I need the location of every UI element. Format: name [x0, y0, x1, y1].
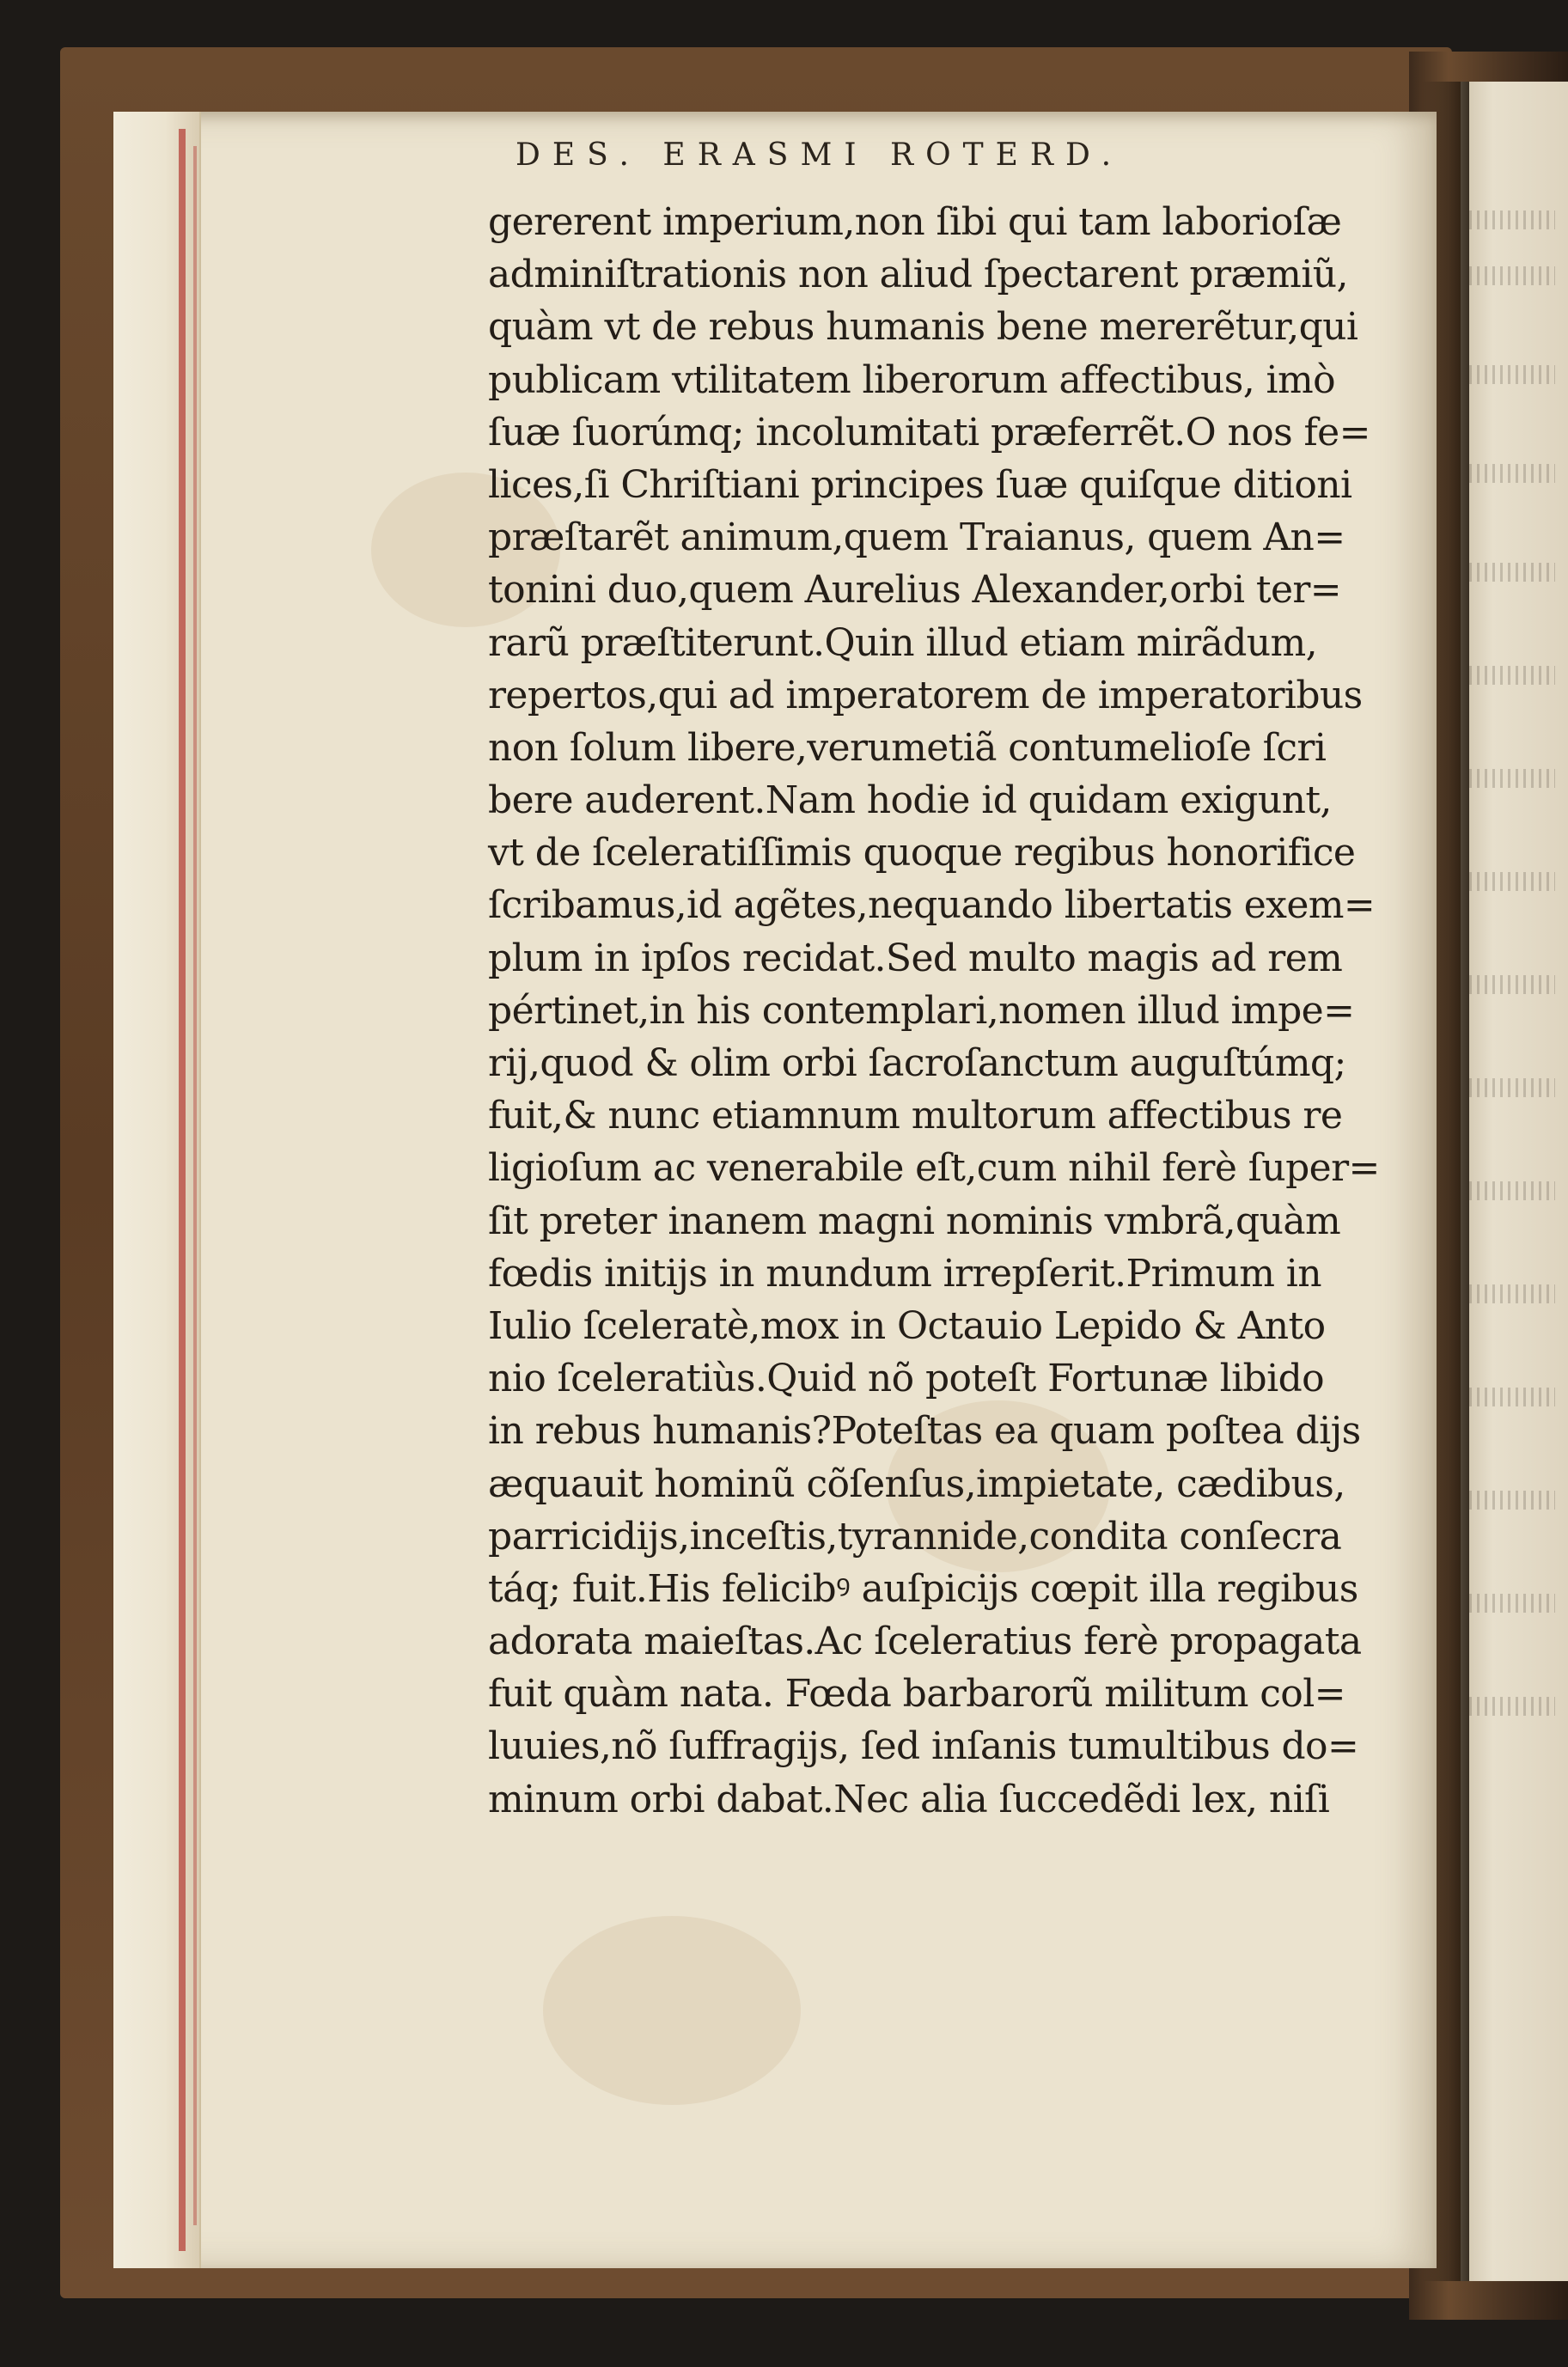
show-through-text — [1469, 872, 1555, 891]
running-head: DES. ERASMI ROTERD. — [516, 137, 1124, 173]
text-line: parricidijs,inceſtis,tyrannide,condita conſecra — [488, 1514, 1342, 1559]
text-line: nio ſceleratiùs.Quid nõ poteſt Fortunæ libido — [488, 1357, 1325, 1401]
text-line: quàm vt de rebus humanis bene mererẽtur,qui — [488, 305, 1358, 350]
text-line: rij,quod & olim orbi ſacroſanctum auguſtúmq; — [488, 1041, 1346, 1085]
text-line: tonini duo,quem Aurelius Alexander,orbi ter= — [488, 568, 1342, 613]
text-line: ſuæ ſuorúmq; incolumitati præferrẽt.O nos fe= — [488, 410, 1370, 454]
text-line: æquauit hominũ cõſenſus,impietate, cædibus, — [488, 1461, 1345, 1506]
text-line: luuies,nõ ſuffragijs, ſed inſanis tumultibus do= — [488, 1724, 1359, 1769]
show-through-text — [1469, 464, 1555, 483]
text-line: Iulio ſceleratè,mox in Octauio Lepido & Anto — [488, 1303, 1326, 1348]
show-through-text — [1469, 1388, 1555, 1406]
text-line: publicam vtilitatem liberorum affectibus, imò — [488, 357, 1336, 402]
text-block — [488, 196, 1425, 1826]
paper-stain — [543, 1916, 801, 2105]
show-through-text — [1469, 1284, 1555, 1303]
text-line: rarũ præſtiterunt.Quin illud etiam mirãdum, — [488, 620, 1318, 665]
text-line: lices,ſi Chriſtiani principes ſuæ quiſque ditioni — [488, 462, 1352, 507]
text-line: non ſolum libere,verumetiã contumelioſe ſcri — [488, 725, 1327, 770]
text-line: vt de ſceleratiſſimis quoque regibus honorifice — [488, 831, 1356, 875]
facing-page-edge — [1461, 82, 1568, 2281]
text-line: minum orbi dabat.Nec alia ſuccedẽdi lex, niſi — [488, 1777, 1330, 1821]
text-line: præſtarẽt animum,quem Traianus, quem An= — [488, 515, 1345, 560]
text-line: plum in ipſos recidat.Sed multo magis ad rem — [488, 936, 1343, 980]
show-through-text — [1469, 1697, 1555, 1716]
show-through-text — [1469, 1594, 1555, 1613]
show-through-text — [1469, 1181, 1555, 1200]
paper-edge-strip — [113, 112, 201, 2268]
text-line: fœdis initijs in mundum irrepſerit.Primum in — [488, 1251, 1321, 1296]
show-through-text — [1469, 365, 1555, 384]
text-line: ſcribamus,id agẽtes,nequando libertatis exem= — [488, 883, 1376, 928]
text-line: in rebus humanis?Poteſtas ea quam poſtea dijs — [488, 1409, 1361, 1454]
text-line: táq; fuit.His felicibꝰ auſpicijs cœpit illa regibus — [488, 1566, 1358, 1611]
text-line: repertos,qui ad imperatorem de imperatoribus — [488, 673, 1363, 717]
show-through-text — [1469, 1078, 1555, 1097]
text-line: bere auderent.Nam hodie id quidam exigunt, — [488, 778, 1332, 823]
text-line: adminiſtrationis non aliud ſpectarent præmiũ, — [488, 253, 1348, 297]
show-through-text — [1469, 769, 1555, 788]
show-through-text — [1469, 563, 1555, 582]
show-through-text — [1469, 666, 1555, 685]
red-edge-line — [193, 146, 197, 2225]
show-through-text — [1469, 975, 1555, 994]
show-through-text — [1469, 1491, 1555, 1510]
text-line: fuit,& nunc etiamnum multorum affectibus re — [488, 1094, 1343, 1138]
text-line: fuit quàm nata. Fœda barbarorũ militum col= — [488, 1672, 1345, 1717]
text-line: adorata maieſtas.Ac ſceleratius ferè propagata — [488, 1620, 1362, 1664]
text-line: pértinet,in his contemplari,nomen illud impe= — [488, 988, 1355, 1033]
text-line: gererent imperium,non ſibi qui tam laborioſæ — [488, 200, 1342, 244]
text-line: ligioſum ac venerabile eſt,cum nihil ferè ſuper= — [488, 1146, 1380, 1191]
show-through-text — [1469, 266, 1555, 285]
red-edge-line — [179, 129, 186, 2251]
show-through-text — [1469, 210, 1555, 229]
text-line: ſit preter inanem magni nominis vmbrã,quàm — [488, 1199, 1341, 1243]
